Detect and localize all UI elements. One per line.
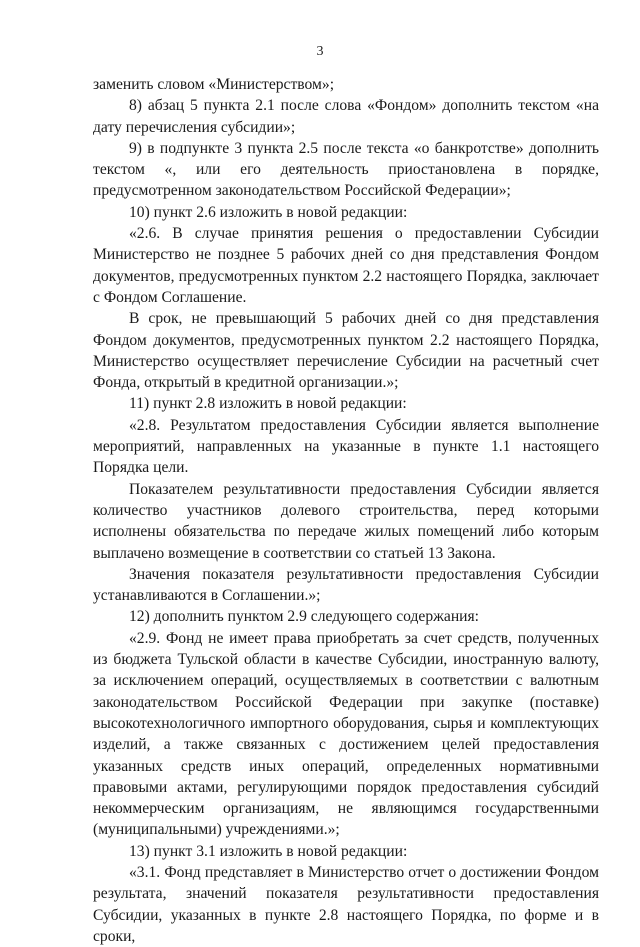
paragraph-continuation: заменить словом «Министерством»; xyxy=(93,76,335,93)
paragraph-item-8: 8) абзац 5 пункта 2.1 после слова «Фондом» дополнить текстом «на дату перечисления субсидии»; xyxy=(93,97,599,136)
paragraph-item-10: 10) пункт 2.6 изложить в новой редакции: xyxy=(129,203,408,221)
paragraph-item-9: 9) в подпункте 3 пункта 2.5 после текста «о банкротстве» дополнить текстом «, или его деятельность приостановлена в порядке, предусмотренном законодательством Российской Федерации»; xyxy=(93,139,599,200)
paragraph-item-13: 13) пункт 3.1 изложить в новой редакции: xyxy=(129,842,408,860)
paragraph-clause-2-8-indicator: Показателем результативности предоставления Субсидии является количество участников долевого строительства, перед которыми исполнены обязательства по передаче жилых помещений либо которым выплачено возмещение в соответствии со статьей 13 Закона. xyxy=(93,480,599,562)
paragraph-clause-2-6: «2.6. В случае принятия решения о предоставлении Субсидии Министерство не позднее 5 рабочих дней со дня представления Фондом документов, предусмотренных пунктом 2.2 настоящего Порядка, заключает с Фондом Соглашение. xyxy=(93,225,599,306)
paragraph-clause-2-6-part-2: В срок, не превышающий 5 рабочих дней со дня представления Фондом документов, предусмотренных пунктом 2.2 настоящего Порядка, Министерство осуществляет перечисление Субсидии на расчетный счет Фонда, открытый в кредитной организации.»; xyxy=(93,310,599,392)
paragraph-item-12: 12) дополнить пунктом 2.9 следующего содержания: xyxy=(129,608,480,626)
paragraph-clause-2-8: «2.8. Результатом предоставления Субсидии является выполнение мероприятий, направленных на указанные в пункте 1.1 настоящего Порядка цели. xyxy=(93,416,599,477)
paragraph-clause-2-8-values: Значения показателя результативности предоставления Субсидии устанавливаются в Соглашении.»; xyxy=(93,565,599,605)
paragraph-item-11: 11) пункт 2.8 изложить в новой редакции: xyxy=(129,395,407,413)
page-number: 3 xyxy=(316,44,324,59)
paragraph-clause-3-1: «3.1. Фонд представляет в Министерство отчет о достижении Фондом результата, значений показателя результативности предоставления Субсидии, указанных в пункте 2.8 настоящего Порядка, по форме и в сроки, xyxy=(93,863,599,945)
document-body xyxy=(93,74,599,947)
paragraph-clause-2-9: «2.9. Фонд не имеет права приобретать за счет средств, полученных из бюджета Тульской области в качестве Субсидии, иностранную валюту, за исключением операций, осуществляемых в соответствии с валютным законодательством Российской Федерации при закупке (поставке) высокотехнологичного импортного оборудования, сырья и комплектующих изделий, а также связанных с достижением целей предоставления указанных средств иных операций, определенных нормативными правовыми актами, регулирующими порядок предоставления субсидий некоммерческим организациям, не являющимся государственными (муниципальными) учреждениями.»; xyxy=(93,629,599,839)
